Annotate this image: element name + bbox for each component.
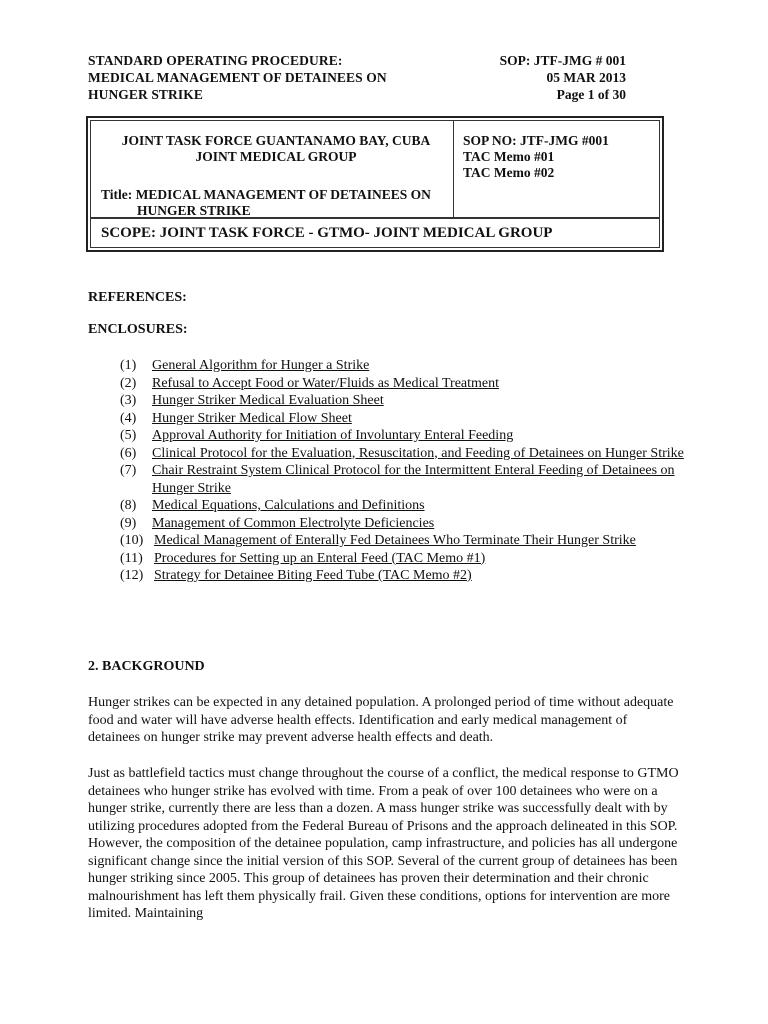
- enclosure-number: (5): [120, 428, 137, 443]
- header-title-line-1: STANDARD OPERATING PROCEDURE:: [88, 53, 343, 68]
- document-date: 05 MAR 2013: [546, 70, 626, 85]
- enclosure-item: [120, 445, 700, 463]
- enclosure-number: (8): [120, 498, 137, 513]
- enclosure-link[interactable]: Medical Management of Enterally Fed Detainees Who Terminate Their Hunger Strike: [154, 533, 636, 548]
- enclosures-list: [120, 357, 700, 585]
- enclosure-item: [120, 550, 700, 568]
- enclosure-item: [120, 515, 700, 533]
- document-title-line-1: Title: MEDICAL MANAGEMENT OF DETAINEES ON: [101, 187, 431, 202]
- document-title-line-2: HUNGER STRIKE: [137, 203, 251, 218]
- enclosure-link[interactable]: Medical Equations, Calculations and Definitions: [152, 498, 425, 513]
- enclosure-item: [120, 427, 700, 445]
- enclosure-link[interactable]: Clinical Protocol for the Evaluation, Resuscitation, and Feeding of Detainees on Hunger Strike: [152, 445, 684, 461]
- document-header-title: [88, 52, 387, 103]
- enclosure-link[interactable]: General Algorithm for Hunger a Strike: [152, 358, 370, 373]
- enclosure-item: [120, 357, 700, 375]
- enclosure-item: [120, 497, 700, 515]
- org-name: JOINT TASK FORCE GUANTANAMO BAY, CUBA: [121, 133, 431, 148]
- enclosure-item: [120, 462, 700, 497]
- header-title-line-2: MEDICAL MANAGEMENT OF DETAINEES ON: [88, 70, 387, 85]
- sop-no: SOP NO: JTF-JMG #001: [463, 133, 609, 148]
- document-header-meta: [494, 52, 626, 103]
- org-unit: JOINT MEDICAL GROUP: [195, 149, 357, 164]
- enclosure-number: (3): [120, 393, 137, 408]
- tac-memo-2: TAC Memo #02: [463, 165, 555, 180]
- enclosure-link[interactable]: Chair Restraint System Clinical Protocol for the Intermittent Enteral Feeding of Detainees on Hunger Strike: [152, 463, 675, 496]
- enclosure-number: (4): [120, 410, 137, 426]
- enclosure-link[interactable]: Procedures for Setting up an Enteral Feed (TAC Memo #1): [154, 550, 486, 566]
- enclosure-link[interactable]: Strategy for Detainee Biting Feed Tube (TAC Memo #2): [154, 568, 472, 583]
- enclosure-link[interactable]: Approval Authority for Initiation of Involuntary Enteral Feeding: [152, 428, 514, 443]
- enclosure-item: [120, 532, 700, 550]
- section-heading: 2. BACKGROUND: [88, 659, 205, 674]
- header-info-box: [86, 116, 664, 252]
- page-indicator: Page 1 of 30: [556, 87, 626, 102]
- enclosure-item: [120, 567, 700, 585]
- enclosure-number: (10): [120, 533, 144, 548]
- enclosure-item: [120, 392, 700, 410]
- enclosure-link[interactable]: Hunger Striker Medical Evaluation Sheet: [152, 393, 384, 408]
- scope-line: SCOPE: JOINT TASK FORCE - GTMO- JOINT MEDICAL GROUP: [101, 225, 553, 241]
- header-title-line-3: HUNGER STRIKE: [88, 87, 203, 102]
- enclosure-number: (12): [120, 568, 144, 583]
- info-box-left-cell: [101, 133, 451, 219]
- tac-memo-1: TAC Memo #01: [463, 149, 555, 164]
- enclosure-link[interactable]: Hunger Striker Medical Flow Sheet: [152, 410, 352, 426]
- enclosure-number: (1): [120, 358, 137, 373]
- enclosure-number: (9): [120, 515, 137, 531]
- enclosure-number: (7): [120, 463, 137, 478]
- info-box-right-cell: [463, 133, 609, 181]
- enclosures-heading: ENCLOSURES:: [88, 322, 188, 337]
- enclosure-number: (11): [120, 550, 143, 566]
- background-paragraph-1: Hunger strikes can be expected in any detained population. A prolonged period of time without adequate food and water will have adverse health effects. Identification and early medical management of detainees on hunger strike may prevent adverse health effects and death.: [88, 695, 674, 745]
- enclosure-item: [120, 410, 700, 428]
- info-box-divider-vertical: [453, 121, 454, 217]
- enclosure-number: (6): [120, 445, 137, 461]
- references-heading: REFERENCES:: [88, 290, 187, 305]
- enclosure-item: [120, 375, 700, 393]
- info-box-inner-border: [90, 120, 660, 248]
- background-paragraph-2: Just as battlefield tactics must change throughout the course of a conflict, the medical response to GTMO detainees who hunger strike has evolved with time. From a peak of over 100 detainees who were on a hunger strike, currently there are less than a dozen. A mass hunger strike was successfully dealt with by utilizing procedures adopted from the Federal Bureau of Prisons and the approach delineated in this SOP. However, the composition of the detainee population, camp infrastructure, and policies has all undergone significant change since the initial version of this SOP. Several of the current group of detainees has been hunger striking since 2005. This group of detainees has proven their determination and their chronic malnourishment has left them physically frail. Given these conditions, options for intervention are more limited. Maintaining: [88, 766, 679, 921]
- sop-number: SOP: JTF-JMG # 001: [499, 53, 626, 68]
- enclosure-link[interactable]: Refusal to Accept Food or Water/Fluids as Medical Treatment: [152, 375, 500, 391]
- enclosure-link[interactable]: Management of Common Electrolyte Deficiencies: [152, 515, 435, 531]
- enclosure-number: (2): [120, 375, 137, 391]
